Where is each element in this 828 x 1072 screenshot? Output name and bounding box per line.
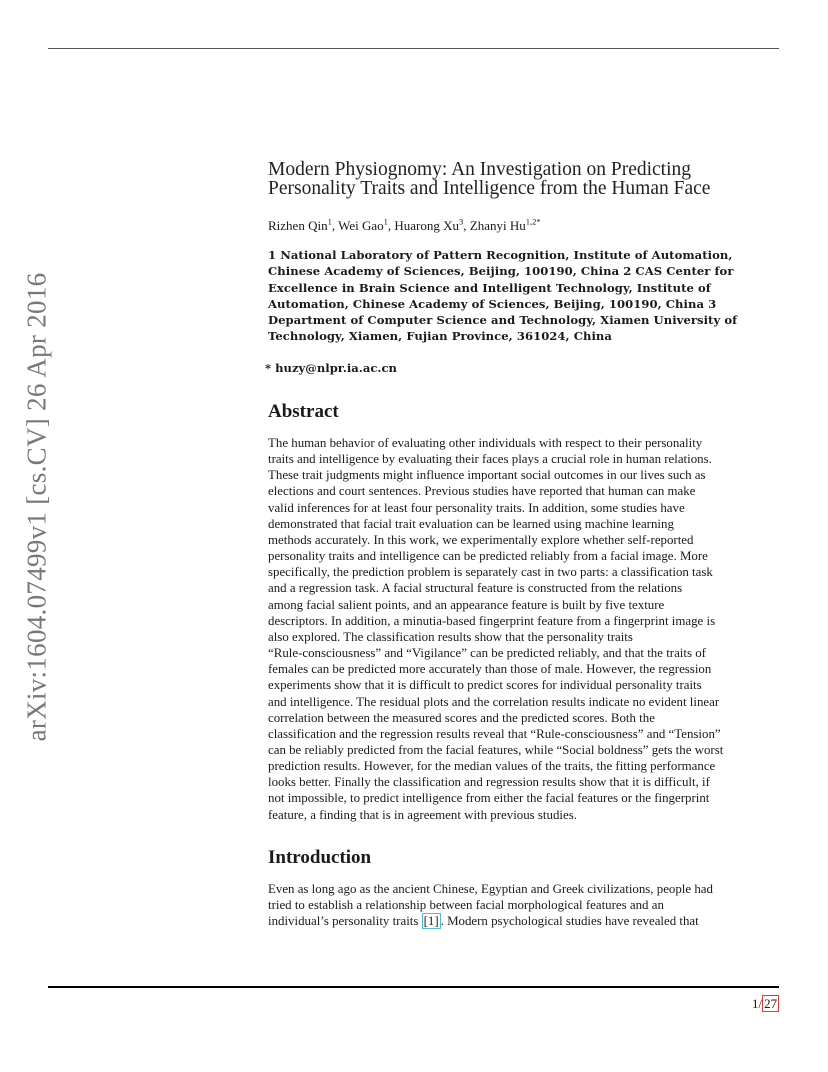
abstract-line: prediction results. However, for the median values of the traits, the fitting performance (268, 759, 716, 774)
affiliation-line: 1 National Laboratory of Pattern Recognition, Institute of Automation, (268, 248, 733, 262)
abstract-line: correlation between the measured scores and the predicted scores. Both the (268, 710, 655, 725)
affiliations (268, 247, 784, 345)
intro-line: individual’s personality traits [1] . Modern psychological studies have revealed that (268, 914, 699, 929)
author-affiliation-mark: 1 (383, 217, 388, 227)
abstract-line: feature, a finding that is in agreement with previous studies. (268, 807, 577, 822)
author-affiliation-mark: 3 (459, 217, 464, 227)
abstract-line: and intelligence. The residual plots and the correlation results indicate no evident linear (268, 694, 720, 709)
corresponding-email: * huzy@nlpr.ia.ac.cn (265, 361, 397, 375)
abstract-line: demonstrated that facial trait evaluation can be learned using machine learning (268, 516, 674, 531)
abstract-body (268, 435, 784, 823)
page-total-link[interactable]: 27 (764, 996, 778, 1011)
abstract-line: The human behavior of evaluating other individuals with respect to their personality (268, 436, 703, 450)
introduction-heading: Introduction (268, 847, 372, 868)
paper-title (268, 160, 784, 198)
abstract-line: also explored. The classification results show that the personality traits (268, 629, 633, 644)
abstract-line: personality traits and intelligence can be predicted reliably from a facial image. More (268, 549, 708, 564)
abstract-line: descriptors. In addition, a minutia-based fingerprint feature from a fingerprint image is (268, 613, 716, 628)
abstract-line: classification and the regression results reveal that “Rule-consciousness” and “Tension” (268, 726, 721, 741)
footer-rule (48, 986, 779, 988)
affiliation-line: Automation, Chinese Academy of Sciences, Beijing, 100190, China 3 (268, 296, 717, 311)
author-affiliation-mark: 1,2* (525, 217, 541, 227)
intro-line: Even as long ago as the ancient Chinese, Egyptian and Greek civilizations, people had (268, 882, 713, 896)
abstract-line: traits and intelligence by evaluating their faces plays a crucial role in human relations. (268, 452, 712, 467)
author: Wei Gao$^1$, (338, 217, 395, 234)
affiliation-line: Excellence in Brain Science and Intelligent Technology, Institute of (268, 280, 711, 295)
citation-link[interactable]: [1] (423, 914, 439, 929)
title-line-1: Modern Physiognomy: An Investigation on Predicting (268, 159, 692, 180)
abstract-line: specifically, the prediction problem is separately cast in two parts: a classification task (268, 565, 713, 580)
affiliation-line: Technology, Xiamen, Fujian Province, 361024, China (268, 329, 612, 344)
abstract-line: looks better. Finally the classification and regression results show that it is difficult, if (268, 775, 710, 790)
header-rule (48, 48, 779, 49)
page-number: 1/ 27 (752, 996, 778, 1011)
author: Huarong Xu$^3$, (394, 217, 470, 234)
abstract-line: can be reliably predicted from the facial features, while “Social boldness” gets the worst (268, 742, 724, 757)
arxiv-stamp: arXiv:1604.07499v1 [cs.CV] 26 Apr 2016 (21, 272, 52, 742)
abstract-line: These trait judgments might influence important social outcomes in our lives such as (268, 468, 706, 483)
author-list (268, 214, 784, 234)
abstract-line: methods accurately. In this work, we experimentally explore whether self-reported (268, 532, 694, 547)
abstract-line: experiments show that it is difficult to predict scores for individual personality traits (268, 678, 702, 693)
abstract-line: females can be predicted more accurately than those of male. However, the regression (268, 662, 712, 677)
author-affiliation-mark: 1 (327, 217, 332, 227)
abstract-heading: Abstract (268, 401, 339, 422)
abstract-line: “Rule-consciousness” and “Vigilance” can be predicted reliably, and that the traits of (268, 646, 706, 661)
affiliation-line: Chinese Academy of Sciences, Beijing, 100190, China 2 CAS Center for (268, 264, 734, 279)
author: Zhanyi $Hu^{1,2*}$ (469, 217, 541, 234)
intro-line: tried to establish a relationship between facial morphological features and an (268, 898, 664, 913)
abstract-line: elections and court sentences. Previous studies have reported that human can make (268, 484, 696, 499)
abstract-line: valid inferences for at least four personality traits. In addition, some studies have (268, 500, 685, 515)
author: Rizhen Qin$^1$, (268, 217, 339, 234)
abstract-line: and a regression task. A facial structural feature is constructed from the relations (268, 581, 683, 596)
introduction-body (268, 881, 784, 929)
title-line-2: Personality Traits and Intelligence from the Human Face (268, 178, 711, 199)
abstract-line: among facial salient points, and an appearance feature is built by five texture (268, 597, 665, 612)
affiliation-line: Department of Computer Science and Technology, Xiamen University of (268, 313, 738, 328)
abstract-line: not impossible, to predict intelligence from either the facial features or the fingerprint (268, 791, 710, 806)
